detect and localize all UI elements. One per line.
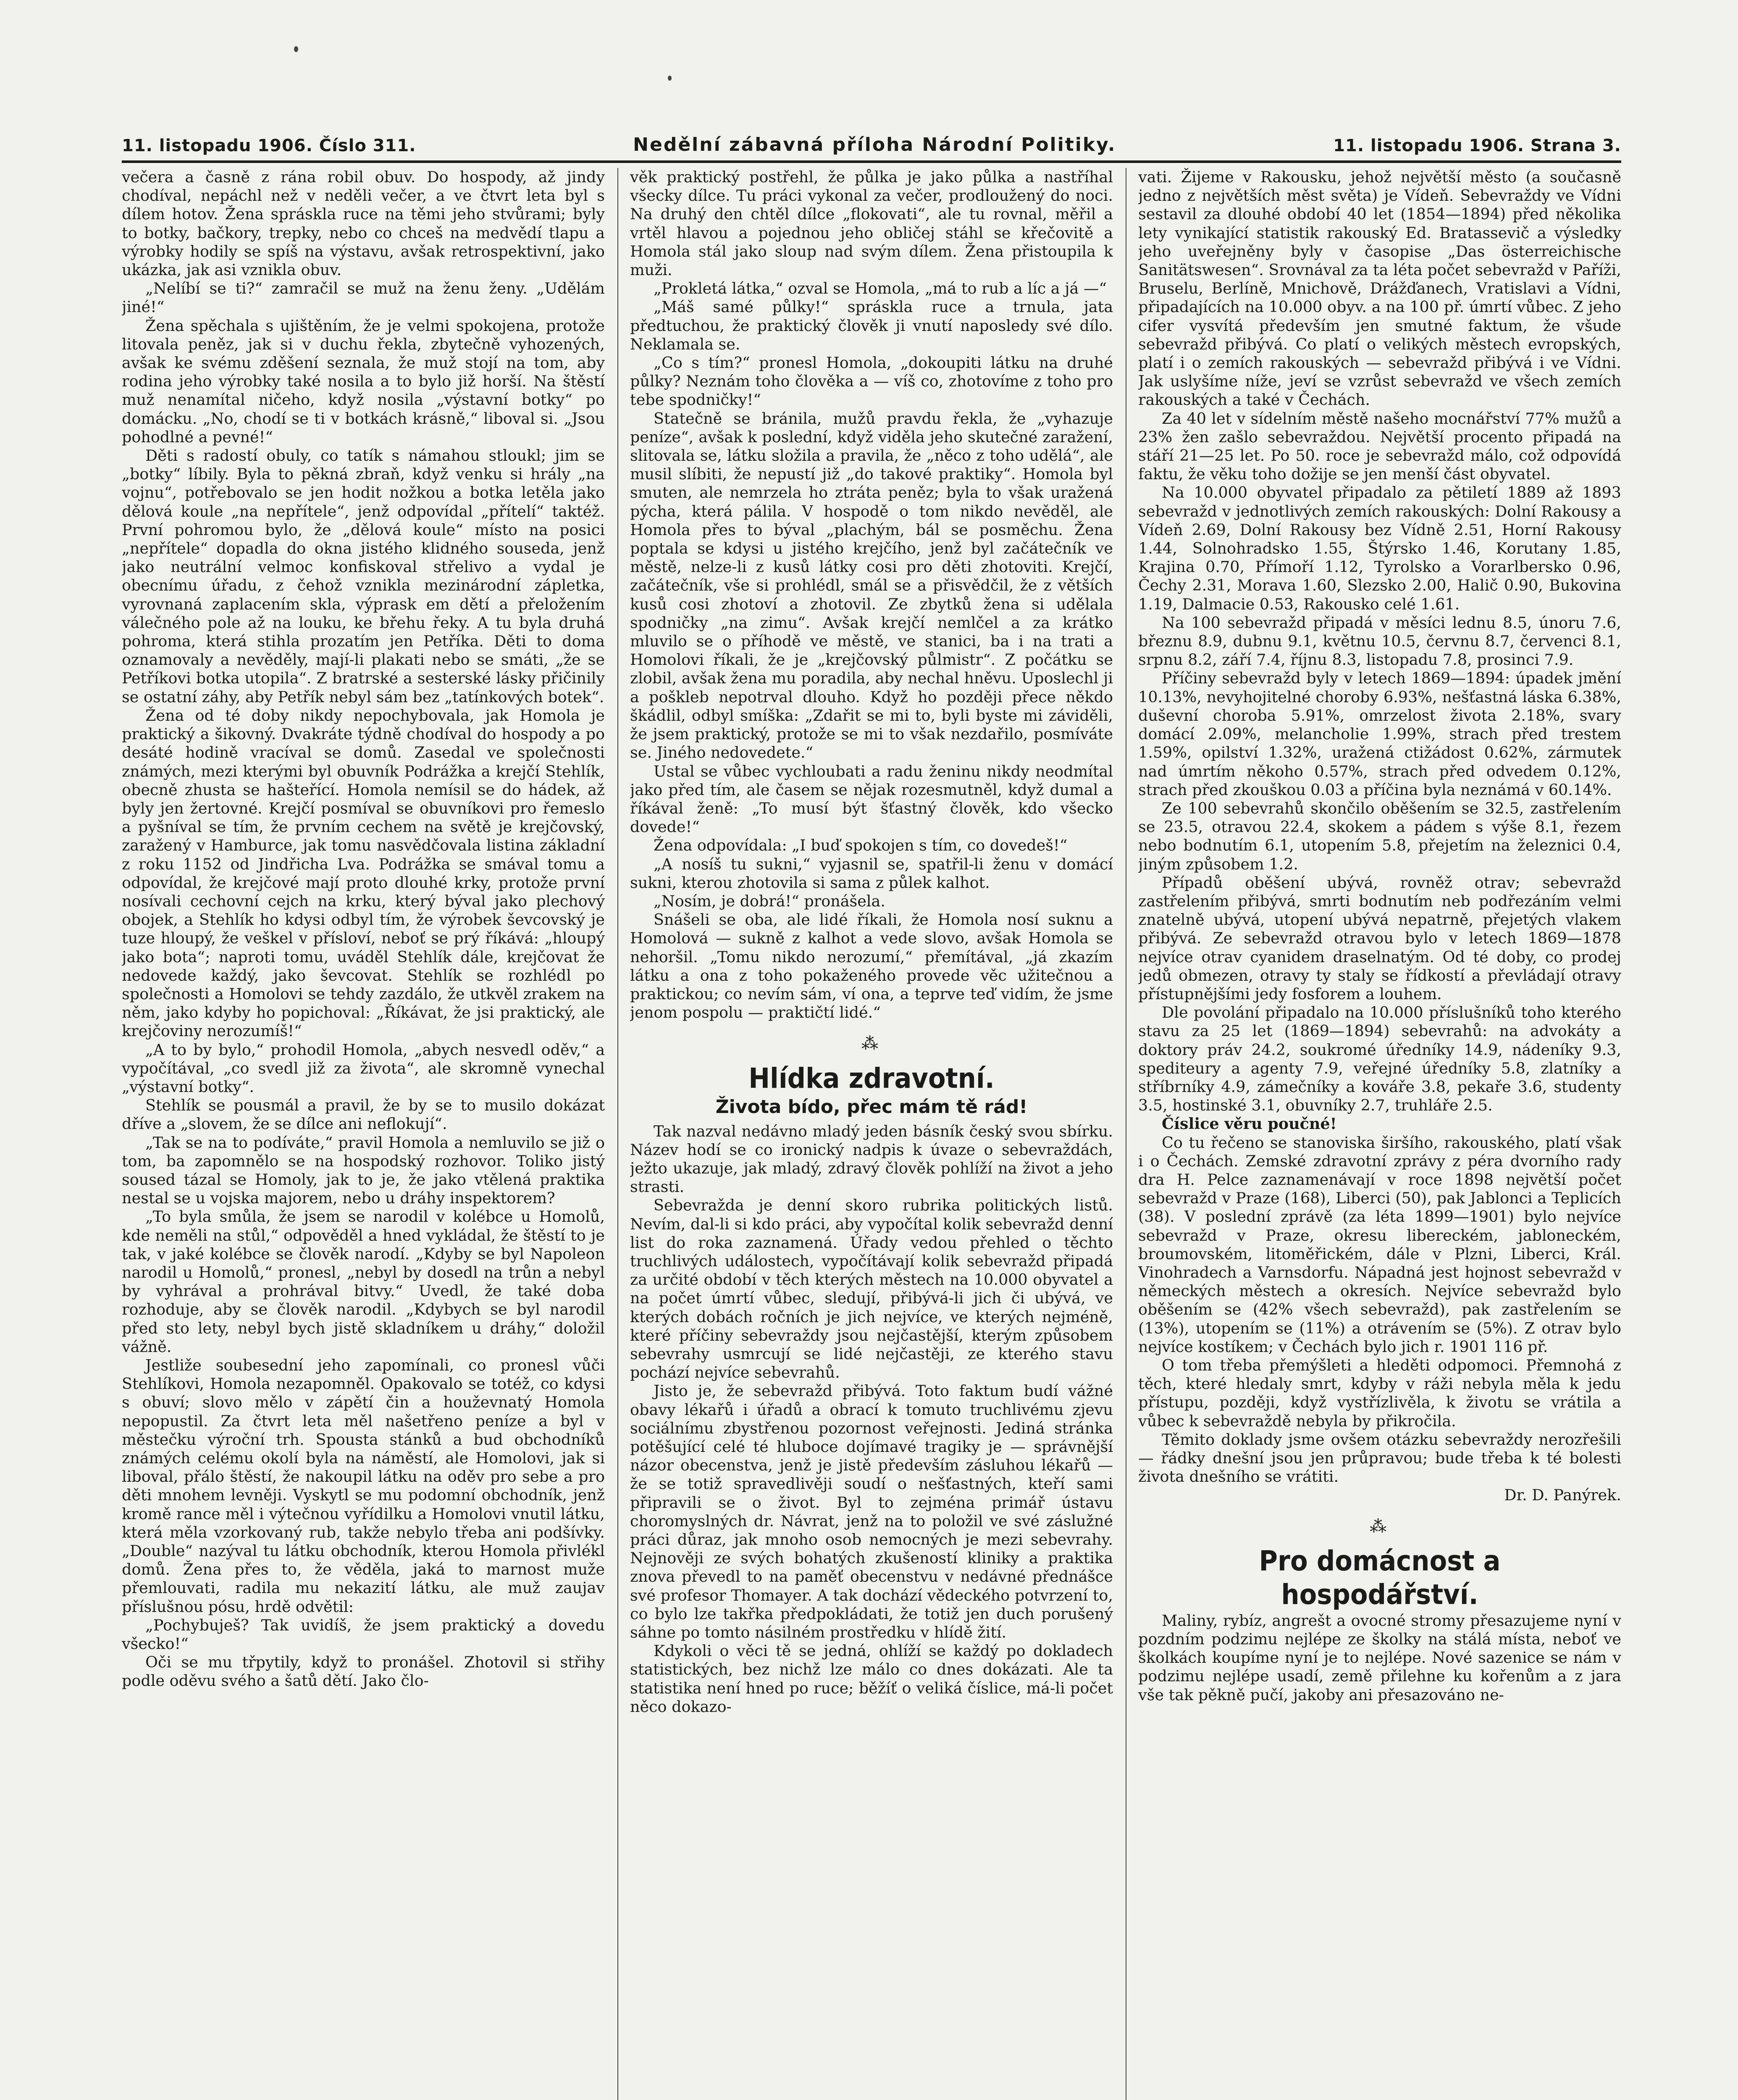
section-title-health: Hlídka zdravotní.	[748, 1062, 995, 1095]
paragraph: Co tu řečeno se stanoviska širšího, rakouského, platí však i o Čechách. Zemské zdravotní zprávy z péra dvorního rady dra H. Pelce zaznamenávají v roce 1898 největší počet sebevražd v Praze (168), Liberci (50), pak Jablonci a Teplicích (38). V poslední zprávě (za léta 1899—1901) bylo nejvíce sebevražd v Praze, okresu libereckém, jabloneckém, broumovském, litoměřickém, dále v Plzni, Liberci, Král. Vinohradech a Varnsdorfu. Nápadná jest hojnost sebevražd v německých městech a okresích. Nejvíce sebevražd bylo oběšením se (42% všech sebevražd), pak zastřelením se (13%), utopením se (11%) a otrávením se (5%). Z otrav bylo nejvíce kostíkem; v Čechách bylo jich r. 1901 116 př.	[1138, 1133, 1621, 1356]
paragraph: Maliny, rybíz, angrešt a ovocné stromy přesazujeme nyní v pozdním podzimu nejlépe ze školky na stálá místa, neboť ve školkách koupíme nyní je to nejlépe. Nové sazenice se nám v podzimu nejlépe usadí, země přilehne ku kořenům a z jara vše tak pěkně pučí, jakoby ani přesazováno ne-	[1138, 1611, 1621, 1704]
paragraph: Jisto je, že sebevražd přibývá. Toto faktum budí vážné obavy lékařů i úřadů a obrací k tomuto truchlivému zjevu sociálnímu zbystřenou pozornost veřejnosti. Jediná stránka potěšující celé té hluboce dojímavé tragiky je — správnější názor obecenstva, jenž je jistě především zásluhou lékařů — že se totiž spravedlivěji soudí o nešťastných, kteří sami připravili se o život. Byl to zejména primář ústavu choromyslných dr. Návrat, jenž na to položil ve své záslužné práci důraz, jak mnoho osob nemocných je mezi sebevrahy. Nejnověji ze svých bohatých zkušeností kliniky a praktika znova převedl to na paměť obecenstvu v nedávné přednášce své profesor Thomayer. A tak dochází vědeckého potvrzení to, co bylo lze takřka předpokládati, že totiž jen duch porušený sáhne po tomto násilném prostředku v hlídě žití.	[630, 1382, 1113, 1642]
paragraph: Děti s radostí obuly, co tatík s námahou stloukl; jim se „botky“ líbily. Byla to pěkná zbraň, když venku si hrály „na vojnu“, potřebovalo se jen hodit nožkou a botka letěla jako dělová koule „na nepřítele“, jenž odpovídal „přítelí“ taktéž. První pohromou bylo, že „dělová koule“ místo na posici „nepřítele“ dopadla do okna jistého klidného souseda, jenž jako neutrální velmoc konfiskoval střelivo a vydal je obecnímu úřadu, z čehož vznikla mezinárodní zápletka, vyrovnaná zaplacením skla, výprask em dětí a přeložením válečného pole až na louku, ke břehu řeky. A tu byla druhá pohroma, která stihla prozatím jen Petříka. Děti to doma oznamovaly a nevěděly, mají-li plakati nebo se smáti, „že se Petříkovi botka utopila“. Z bratrské a sesterské lásky přičinily se ostatní záhy, aby Petřík nebyl sám bez „tatínkových botek“.	[122, 446, 605, 706]
paragraph: „Nosím, je dobrá!“ pronášela.	[654, 892, 885, 910]
scan-speck	[294, 46, 298, 52]
paragraph: „To byla smůla, že jsem se narodil v kolébce u Homolů, kde neměli na stůl,“ odpověděl a hned vykládal, že štěstí to je tak, v jaké kolébce se člověk narodí. „Kdyby se byl Napoleon narodil u Homolů,“ pronesl, „nebyl by dosedl na trůn a nebyl by vyhrával a prohrával bitvy.“ Uvedl, že také doba rozhoduje, aby se člověk narodil. „Kdybych se byl narodil před sto lety, nebyl bych jistě skladníkem u dráhy,“ doložil vážně.	[122, 1208, 605, 1356]
header-publication-title: Nedělní zábavná příloha Národní Politiky.	[633, 134, 1116, 155]
paragraph: Ustal se vůbec vychloubati a radu ženinu nikdy neodmítal jako před tím, ale časem se nějak rozesmutněl, když dumal a říkával ženě: „To musí být šťastný člověk, kdo všecko dovede!“	[630, 762, 1113, 836]
paragraph: Jestliže soubesední jeho zapomínali, co pronesl vůči Stehlíkovi, Homola nezapomněl. Opakovalo se totéž, co kdysi s obuví; slovo mělo v zápětí čin a houževnatý Homola nepopustil. Za čtvrt leta měl našetřeno peníze a byl v městečku výroční trh. Spousta stánků a bud obchodníků známých celému okolí byla na náměstí, ale Homolovi, jak si liboval, přálo štěstí, že nakoupil látku na oděv pro sebe a pro děti mnohem levněji. Vyskytl se mu podomní obchodník, jenž kromě rance měl i výtečnou vyřídilku a Homolovi vnutil látku, která měla vzorkovaný rub, takže nebylo třeba ani podšívky. „Double“ nazýval tu látku obchodník, kterou Homola přivlékl domů. Žena přes to, že věděla, jaká to marnost muže přemlouvati, radila mu nekazití látku, ale muž zaujav příslušnou pósu, hrdě odvětil:	[122, 1356, 605, 1616]
header-date-page: 11. listopadu 1906. Strana 3.	[1333, 136, 1621, 155]
paragraph: „Pochybuješ? Tak uvidíš, že jsem praktický a dovedu všecko!“	[122, 1616, 605, 1653]
paragraph: věk praktický postřehl, že půlka je jako půlka a nastříhal všecky dílce. Tu práci vykonal za večer, prodloužený do noci. Na druhý den chtěl dílce „flokovati“, ale tu rovnal, měřil a vrtěl hlavou a pojednou jeho obličej stáhl se křečovitě a Homola stál jako sloup nad svým dílem. Žena přistoupila k muži.	[630, 168, 1113, 279]
paragraph: vati. Žijeme v Rakousku, jehož největší město (a současně jedno z největších měst světa) je Vídeň. Sebevraždy ve Vídni sestavil za dlouhé období 40 let (1854—1894) před několika lety vynikající statistik rakouský Ed. Bratassevič a výsledky jeho uveřejněny byly v časopise „Das österreichische Sanitätswesen“. Srovnával za ta léta počet sebevražd v Paříži, Bruselu, Berlíně, Mnichově, Drážďanech, Vratislavi a Vídni, připadajících na 10.000 obyv. a na 100 př. úmrtí vůbec. Z jeho cifer vysvítá především jen smutné faktum, že všude sebevražd přibývá. Co platí o velikých městech evropských, platí i o zemích rakouských — sebevražd přibývá i ve Vídni. Jak uslyšíme níže, jeví se vzrůst sebevražd ve všech zemích rakouských a také v Čechách.	[1138, 168, 1621, 409]
paragraph: Těmito doklady jsme ovšem otázku sebevraždy nerozřešili — řádky dnešní jsou jen průpravou; bude třeba k té bolesti života dnešního se vrátiti.	[1138, 1430, 1621, 1486]
paragraph: Kdykoli o věci tě se jedná, ohlíží se každý po dokladech statistických, bez nichž lze málo co dnes dokázati. Ale ta statistika není hned po ruce; běžíť o veliká číslice, má-li počet něco dokazo-	[630, 1642, 1113, 1716]
paragraph: „Máš samé půlky!“ spráskla ruce a trnula, jata předtuchou, že praktický člověk ji vnutí naposledy své dílo. Neklamala se.	[630, 298, 1113, 353]
paragraph: Žena spěchala s ujištěním, že je velmi spokojena, protože litovala peněz, jak si v duchu řekla, zbytečně vyhozených, avšak ke svému zděšení seznala, že muž stojí na tom, aby rodina jeho výrobky také nosila a to bylo již horší. Na štěstí muž nenamítal ničeho, když nosila „výstavní botky“ po domácku. „No, chodí se ti v botkách krásně,“ liboval si. „Jsou pohodlné a pevné!“	[122, 316, 605, 446]
paragraph: Příčiny sebevražd byly v letech 1869—1894: úpadek jmění 10.13%, nevyhojitelné choroby 6.93%, nešťastná láska 6.38%, duševní choroba 5.91%, omrzelost života 2.18%, svary domácí 2.09%, melancholie 1.99%, strach před trestem 1.59%, opilství 1.32%, uražená ctižádost 0.62%, zármutek nad úmrtím někoho 0.57%, strach před odvedem 0.12%, strach před zkouškou 0.03 a příčina byla neznámá v 60.14%.	[1138, 669, 1621, 799]
paragraph: Číslice věru poučné!	[1162, 1115, 1337, 1133]
paragraph: Snášeli se oba, ale lidé říkali, že Homola nosí suknu a Homolová — sukně z kalhot a vede slovo, avšak Homola se nehoršil. „Tomu nikdo nerozumí,“ přemítával, „já zkazím látku a ona z toho pokaženého provede věc užitečnou a praktickou; co nevím sám, ví ona, a teprve teď vidím, že jsme jenom pospolu — praktičtí lidé.“	[630, 911, 1113, 1022]
paragraph: Sebevražda je denní skoro rubrika politických listů. Nevím, dal-li si kdo práci, aby vypočítal kolik sebevražd denní list do roka zaznamená. Úřady vedou přehled o těchto truchlivých událostech, vypočítávají kolik sebevražd připadá za určité období v těch kterých městech na 10.000 obyvatel a na počet úmrtí vůbec, sledují, přibývá-li jich či ubývá, ve kterých dobách ročních je jich nejvíce, ve kterých nejméně, které příčiny sebevraždy jsou nejčastější, kterým způsobem sebevrahy usmrcují se lidé nejčastěji, ze kterého stavu pochází nejvíce sebevrahů.	[630, 1196, 1113, 1382]
paragraph: Žena odpovídala: „I buď spokojen s tím, co dovedeš!“	[654, 836, 1068, 855]
scan-speck	[668, 76, 672, 81]
paragraph: Na 100 sebevražd připadá v měsíci lednu 8.5, únoru 7.6, březnu 8.9, dubnu 9.1, květnu 10.5, červnu 8.7, červenci 8.1, srpnu 8.2, září 7.4, říjnu 8.3, listopadu 7.8, prosinci 7.9.	[1138, 613, 1621, 669]
section-separator: ⁂	[1370, 1517, 1390, 1536]
section-separator: ⁂	[861, 1034, 882, 1054]
paragraph: Žena od té doby nikdy nepochybovala, jak Homola je praktický a šikovný. Dvakráte týdně chodíval do hospody a po desáté hodině vracíval se domů. Zasedal ve společnosti známých, mezi kterými byl obuvník Podrážka a krejčí Stehlík, obecně zhusta se hašteřící. Homola nemísil se do hádek, až byly jen žertovné. Krejčí posmíval se obuvníkovi pro řemeslo a pyšníval se tím, že prvním cechem na světě je krejčovský, zaražený v Hamburce, jak tomu nasvědčovala listina základní z roku 1152 od Jindřicha Lva. Podrážka se smával tomu a odpovídal, že krejčové mají proto dlouhé krky, protože první nosívali cechovní cejch na krku, který býval jako plechový obojek, a Stehlík ho kdysi odbyl tím, že výrobek ševcovský je tuze hloupý, že veškel v přísloví, neboť se prý říkává: „hloupý jako bota“; naproti tomu, uváděl Stehlík dále, krejčovat že nedovede každý, jako ševcovat. Stehlík se rozhlédl po společnosti a Homolovi se tehdy zazdálo, že utkvěl zrakem na něm, jako kdyby ho popichoval: „Říkávat, že jsi praktický, ale krejčoviny nerozumíš!“	[122, 706, 605, 1040]
paragraph: Dle povolání připadalo na 10.000 příslušníků toho kterého stavu za 25 let (1869—1894) sebevrahů: na advokáty a doktory práv 24.2, soukromé úředníky 14.9, nádeníky 9.3, spediteury a agenty 7.9, veřejné úředníky 5.8, zlatníky a stříbrníky 4.9, zámečníky a kováře 3.8, pekaře 3.6, studenty 3.5, hostinské 3.1, obuvníky 2.7, truhláře 2.5.	[1138, 1003, 1621, 1115]
header-date-issue: 11. listopadu 1906. Číslo 311.	[122, 136, 416, 155]
column-3	[1138, 168, 1621, 2100]
article-title: Života bído, přec mám tě rád!	[715, 1096, 1028, 1118]
paragraph: večera a časně z rána robil obuv. Do hospody, až jindy chodíval, nepáchl než v neděli večer, a ve čtvrt leta byl s dílem hotov. Žena spráskla ruce na těmi jeho stvůrami; byly to botky, bačkory, trepky, nebo co chceš na medvědí tlapu a výrobky hodily se spíš na výstavu, avšak retrospektivní, jako ukázka, jak asi vznikla obuv.	[122, 168, 605, 279]
header-rule	[122, 160, 1621, 163]
paragraph: „Nelíbí se ti?“ zamračil se muž na ženu ženy. „Udělám jiné!“	[122, 279, 605, 316]
paragraph: Ze 100 sebevrahů skončilo oběšením se 32.5, zastřelením se 23.5, otravou 22.4, skokem a pádem s výše 8.1, řezem nebo bodnutím 6.1, utopením 5.8, přejetím na železnici 0.4, jiným způsobem 1.2.	[1138, 799, 1621, 873]
paragraph: Statečně se bránila, mužů pravdu řekla, že „vyhazuje peníze“, avšak k poslední, když viděla jeho skutečné zaražení, slitovala se, látku složila a pravila, že „něco z toho udělá“, ale musil slíbiti, že nepustí již „do takové praktiky“. Homola byl smuten, ale nemrzela ho ztráta peněz; byla to však uražená pýcha, která pálila. V hospodě o tom nikdo nevěděl, ale Homola přes to býval „plachým, bál se posměchu. Žena poptala se kdysi u jistého krejčího, jenž byl začátečník ve městě, nelze-li z kusů látky cosi pro děti zhotoviti. Krejčí, začátečník, vše si prohlédl, smál se a přisvědčil, že z větších kusů cosi zhotoví a zhotovil. Ze zbytků žena si udělala spodničky „na zimu“. Avšak krejčí nemlčel a za krátko mluvilo se o příhodě ve městě, ve stanici, ba i na trati a Homolovi říkali, že je „krejčovský půlmistr“. Z počátku se zlobil, avšak žena mu poradila, aby nechal hněvu. Uposlechl ji a poškleb nepotrval dlouho. Když ho později přece někdo škádlil, odbyl smíška: „Zdařit se mi to, byli byste mi záviděli, že jsem praktický, protože se mi to však nezdařilo, posmíváte se. Jiného nedovedete.“	[630, 409, 1113, 762]
paragraph: Případů oběšení ubývá, rovněž otrav; sebevražd zastřelením přibývá, smrti bodnutím neb podřezáním velmi znatelně ubývá, utopení ubývá nepatrně, přejetých vlakem přibývá. Ze sebevražd otravou bylo v letech 1869—1878 nejvíce otrav cyanidem draselnatým. Od té doby, co prodej jedů obmezen, otravy ty staly se řídkostí a převládají otravy přístupnějšími jedy fosforem a louhem.	[1138, 873, 1621, 1003]
paragraph: Oči se mu třpytily, když to pronášel. Zhotovil si střihy podle oděvu svého a šatů dětí. Jako člo-	[122, 1653, 605, 1690]
column-divider	[617, 168, 618, 2100]
newspaper-page	[122, 126, 1621, 2100]
page-header	[122, 126, 1621, 155]
paragraph: „Co s tím?“ pronesl Homola, „dokoupiti látku na druhé půlky? Neznám toho člověka a — víš co, zhotovíme z toho pro tebe spodničky!“	[630, 354, 1113, 409]
paragraph: Tak nazval nedávno mladý jeden básník český svou sbírku. Název hodí se co ironický nadpis k úvaze o sebevraždách, ježto ukazuje, jak mladý, zdravý člověk pohlíží na život a jeho strasti.	[630, 1122, 1113, 1196]
column-1	[122, 168, 605, 2100]
paragraph: Za 40 let v sídelním městě našeho mocnářství 77% mužů a 23% žen zašlo sebevraždou. Největší procento připadá na stáří 21—25 let. Po 50. roce je sebevražd málo, což odpovídá faktu, že věku toho dožije se jen menší část obyvatel.	[1138, 409, 1621, 483]
author-signature: Dr. D. Panýrek.	[1504, 1486, 1621, 1504]
paragraph: „A nosíš tu sukni,“ vyjasnil se, spatřil-li ženu v domácí sukni, kterou zhotovila si sama z půlek kalhot.	[630, 855, 1113, 892]
paragraph: O tom třeba přemýšleti a hleděti odpomoci. Přemnohá z těch, které hledaly smrt, kdyby v ráži nebyla měla k jedu přístupu, později, když vystřízlivěla, k životu se vrátila a vůbec k sebevraždě nebyla by přikročila.	[1138, 1356, 1621, 1430]
paragraph: „A to by bylo,“ prohodil Homola, „abych nesvedl oděv,“ a vypočítával, „co svedl již za života“, ale skromně vynechal „výstavní botky“.	[122, 1040, 605, 1096]
section-title-household: Pro domácnost a hospodářství.	[1259, 1544, 1501, 1611]
paragraph: Na 10.000 obyvatel připadalo za pětiletí 1889 až 1893 sebevražd v jednotlivých zemích rakouských: Dolní Rakousy a Vídeň 2.69, Dolní Rakousy bez Vídně 2.51, Horní Rakousy 1.44, Solnohradsko 1.55, Štýrsko 1.46, Korutany 1.85, Krajina 0.70, Přímoří 1.12, Tyrolsko a Vorarlbersko 0.96, Čechy 2.31, Morava 1.60, Slezsko 2.00, Halič 0.90, Bukovina 1.19, Dalmacie 0.53, Rakousko celé 1.61.	[1138, 483, 1621, 613]
paragraph: „Tak se na to podíváte,“ pravil Homola a nemluvilo se již o tom, ba zapomnělo se na hospodský rozhovor. Toliko jistý soused tázal se Homoly, jak to je, že jako vtělená praktika nestal se u vojska majorem, nebo u dráhy inspektorem?	[122, 1133, 605, 1208]
paragraph: Stehlík se pousmál a pravil, že by se to musilo dokázat dříve a „slovem, že se dílce ani neflokují“.	[122, 1096, 605, 1133]
column-2	[630, 168, 1113, 2100]
paragraph: „Prokletá látka,“ ozval se Homola, „má to rub a líc a já —“	[654, 279, 1107, 298]
